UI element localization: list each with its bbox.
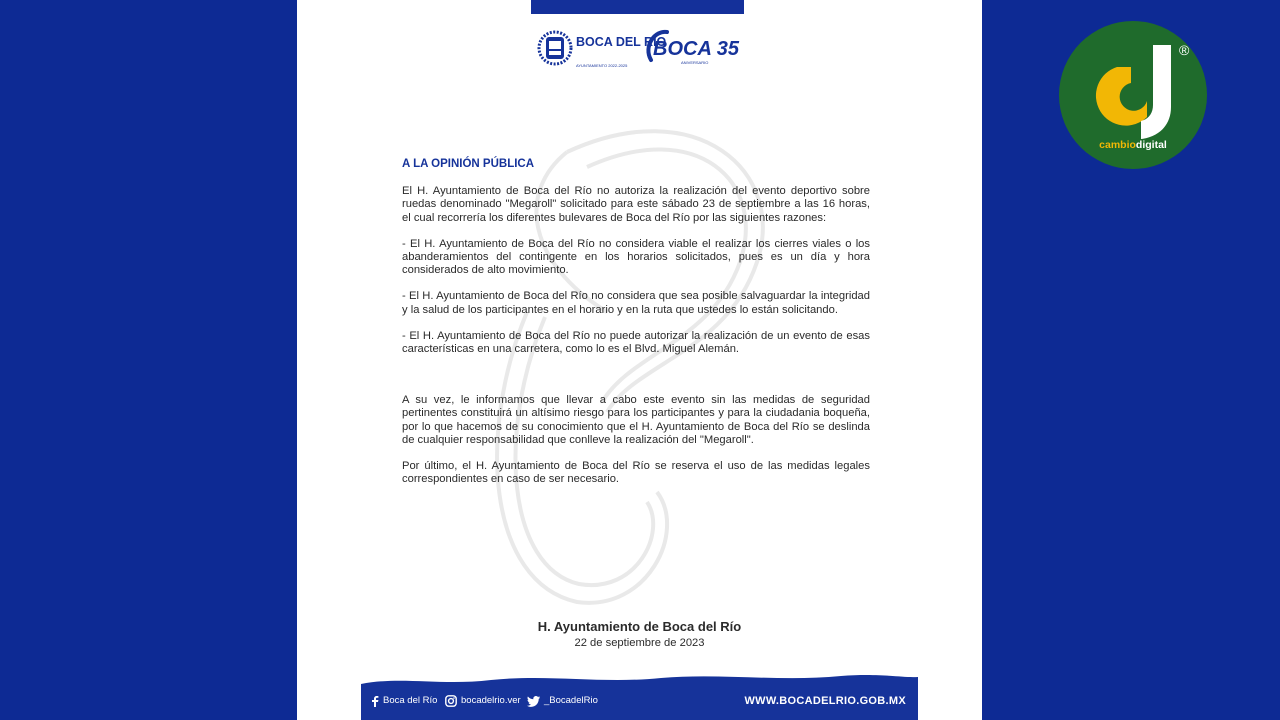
cambio-digital-wordmark [1099,139,1167,151]
boca-del-rio-logo [538,26,667,70]
letter-body [402,158,870,499]
logo-boca35-subtext: ANIVERSARIO [681,60,709,65]
letter-paragraph: A su vez, le informamos que llevar a cabo este evento sin las medidas de seguridad pertinentes constituirá un altísimo riesgo para los participantes y para la ciudadania boqueña, por lo que hacemos de su conocimiento que el H. Ayuntamiento de Boca del Río se deslinda de cualquier responsabilidad que conlleve la realización del "Megaroll". [402,394,870,446]
letter-paragraph: - El H. Ayuntamiento de Boca del Río no considera que sea posible salvaguardar la integridad y la salud de los participantes en el horario y en la ruta que ustedes lo están solicitando. [402,290,870,316]
letter-paragraph: El H. Ayuntamiento de Boca del Río no autoriza la realización del evento deportivo sobre ruedas denominado "Megaroll" solicitado para este sábado 23 de septiembre a las 16 horas, el cual recorrería los diferentes bulevares de Boca del Río por las siguientes razones: [402,185,870,224]
wordmark-part1: cambio [1099,139,1136,151]
wordmark-part2: digital [1135,139,1167,151]
letter-paragraph: Por último, el H. Ayuntamiento de Boca del Río se reserva el uso de las medidas legales correspondientes en caso de ser necesario. [402,460,870,486]
website-link[interactable]: WWW.BOCADELRIO.GOB.MX [744,695,906,707]
facebook-link[interactable] [371,695,437,707]
twitter-label: _BocadelRio [544,695,598,706]
twitter-link[interactable] [527,695,598,707]
twitter-icon [527,696,540,707]
boca-35-logo [641,24,739,70]
letter-heading: A LA OPINIÓN PÚBLICA [402,158,535,170]
registered-mark: ® [1179,42,1190,58]
instagram-link[interactable] [445,695,521,707]
instagram-label: bocadelrio.ver [461,695,521,706]
facebook-icon [371,696,379,707]
instagram-icon [445,695,457,707]
logo-boca-subtext: AYUNTAMIENTO 2022-2025 [576,63,628,68]
footer-bar [361,672,918,720]
letter-paragraph: - El H. Ayuntamiento de Boca del Río no considera viable el realizar los cierres viales o los abanderamientos del contingente en los horarios solicitados, pues es un día y hora considerados de alto movimiento. [402,237,870,277]
signature-date: 22 de septiembre de 2023 [574,637,705,649]
top-band [531,0,744,14]
letter-paragraph: - El H. Ayuntamiento de Boca del Río no puede autorizar la realización de un evento de esas características en una carretera, como lo es el Blvd. Miguel Alemán. [402,329,870,356]
cambio-digital-logo [1059,21,1207,169]
signature-name: H. Ayuntamiento de Boca del Río [537,619,742,634]
logo-boca-text: BOCA DEL RÍO [576,35,667,49]
facebook-label: Boca del Río [383,695,438,706]
municipal-shield-icon [539,32,571,64]
logo-boca35-text: BOCA 35 [653,38,739,60]
document-page [297,0,982,720]
